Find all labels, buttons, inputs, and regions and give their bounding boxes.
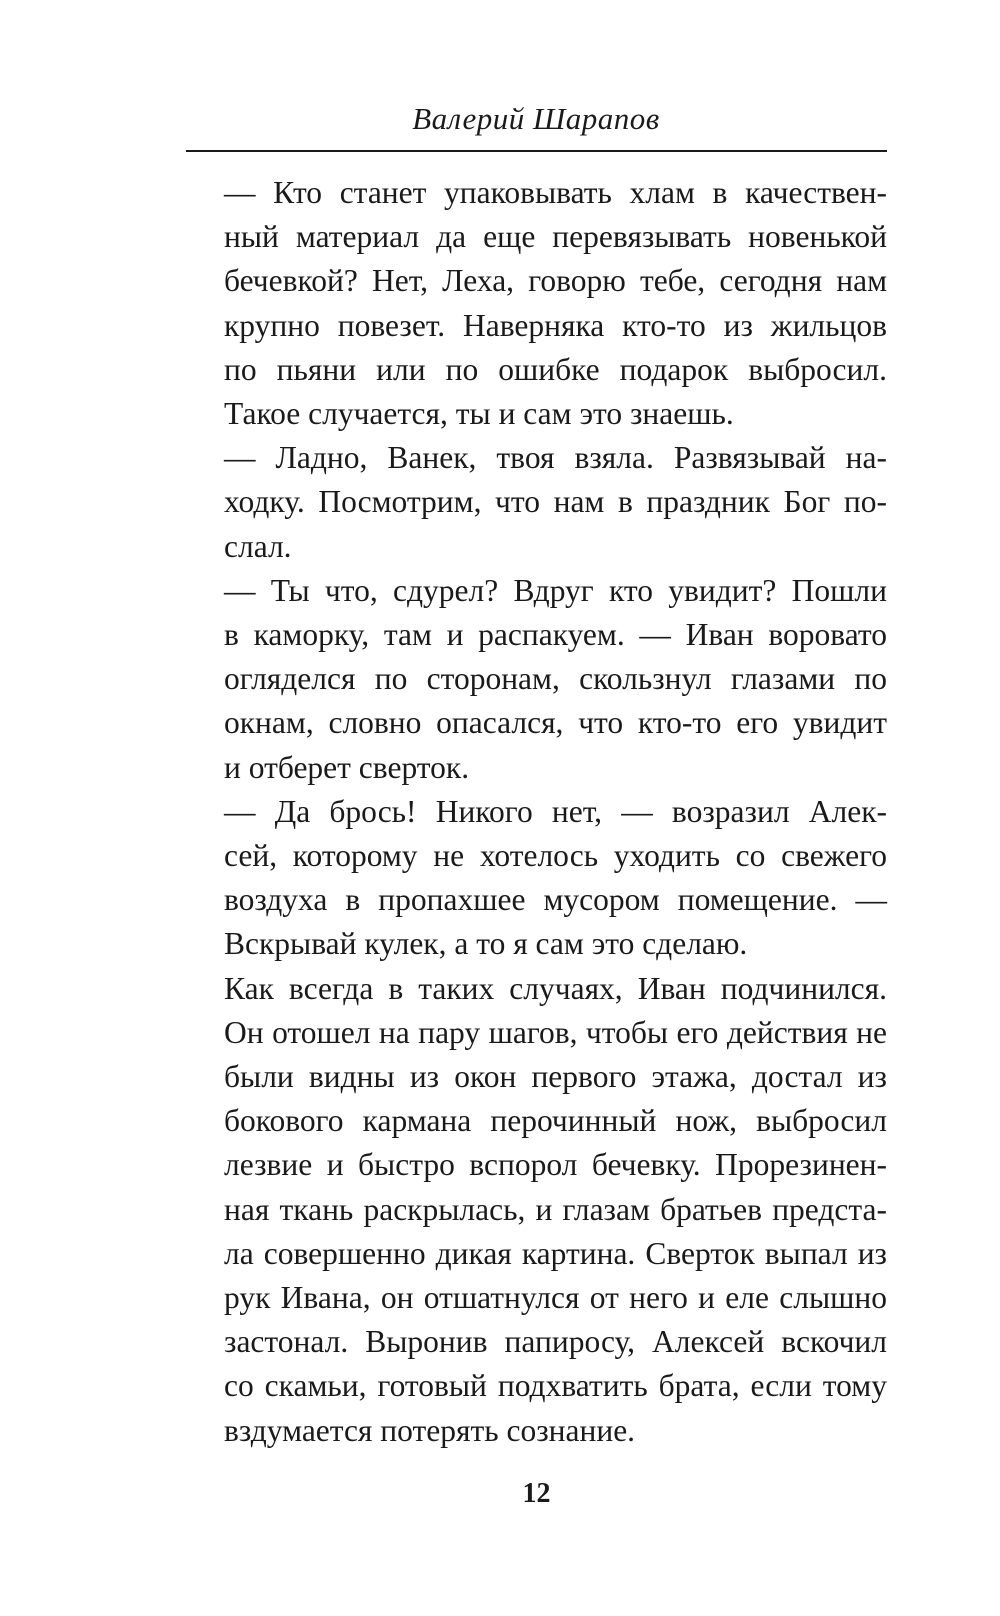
text-line: — Да брось! Никого нет, — возразил Алек- — [224, 793, 887, 829]
text-line: по пьяни или по ошибке подарок выбросил. — [224, 351, 887, 387]
header-rule — [186, 150, 887, 152]
text-line: огляделся по сторонам, скользнул глазами по — [224, 661, 887, 697]
text-line: — Ты что, сдурел? Вдруг кто увидит? Пошли — [224, 572, 887, 608]
text-line: и отберет сверток. — [224, 749, 470, 785]
text-line: ный материал да еще перевязывать новенькой — [224, 219, 887, 255]
paragraph — [186, 967, 887, 1453]
paragraph — [186, 790, 887, 967]
paragraph — [186, 436, 887, 569]
paragraph — [186, 569, 887, 790]
body-text — [186, 171, 887, 1453]
text-line: Он отошел на пару шагов, чтобы его действия не — [224, 1014, 887, 1050]
text-line: Как всегда в таких случаях, Иван подчинился. — [224, 970, 887, 1006]
page-number: 12 — [522, 1478, 551, 1509]
text-line: слал. — [224, 528, 292, 564]
text-line: в каморку, там и распакуем. — Иван воровато — [224, 617, 887, 653]
text-line: бечевкой? Нет, Леха, говорю тебе, сегодня нам — [224, 263, 887, 299]
text-line: рук Ивана, он отшатнулся от него и еле слышно — [224, 1280, 887, 1316]
text-line: Вскрывай кулек, а то я сам это сделаю. — [224, 926, 748, 962]
text-line: были видны из окон первого этажа, достал из — [224, 1059, 887, 1095]
text-line: — Кто станет упаковывать хлам в качествен- — [224, 175, 887, 210]
text-line: бокового кармана перочинный нож, выбросил — [224, 1103, 887, 1139]
text-line: застонал. Выронив папиросу, Алексей вскочил — [224, 1324, 887, 1360]
paragraph — [186, 171, 887, 436]
text-line: со скамьи, готовый подхватить брата, если тому — [224, 1368, 887, 1404]
text-line: — Ладно, Ванек, твоя взяла. Развязывай на- — [224, 440, 887, 476]
text-line: Такое случается, ты и сам это знаешь. — [224, 396, 734, 432]
text-line: ная ткань раскрылась, и глазам братьев предста- — [224, 1191, 887, 1227]
text-line: воздуха в пропахшее мусором помещение. — — [224, 882, 887, 918]
running-head-author: Валерий Шарапов — [412, 101, 660, 136]
text-line: ла совершенно дикая картина. Сверток выпал из — [224, 1235, 887, 1271]
text-line: вздумается потерять сознание. — [224, 1412, 636, 1448]
text-line: сей, которому не хотелось уходить со свежего — [224, 838, 887, 874]
text-line: крупно повезет. Наверняка кто-то из жильцов — [224, 307, 887, 343]
text-line: ходку. Посмотрим, что нам в праздник Бог по- — [224, 484, 887, 520]
text-line: лезвие и быстро вспорол бечевку. Прорезинен- — [224, 1147, 887, 1183]
text-line: окнам, словно опасался, что кто-то его увидит — [224, 705, 887, 741]
